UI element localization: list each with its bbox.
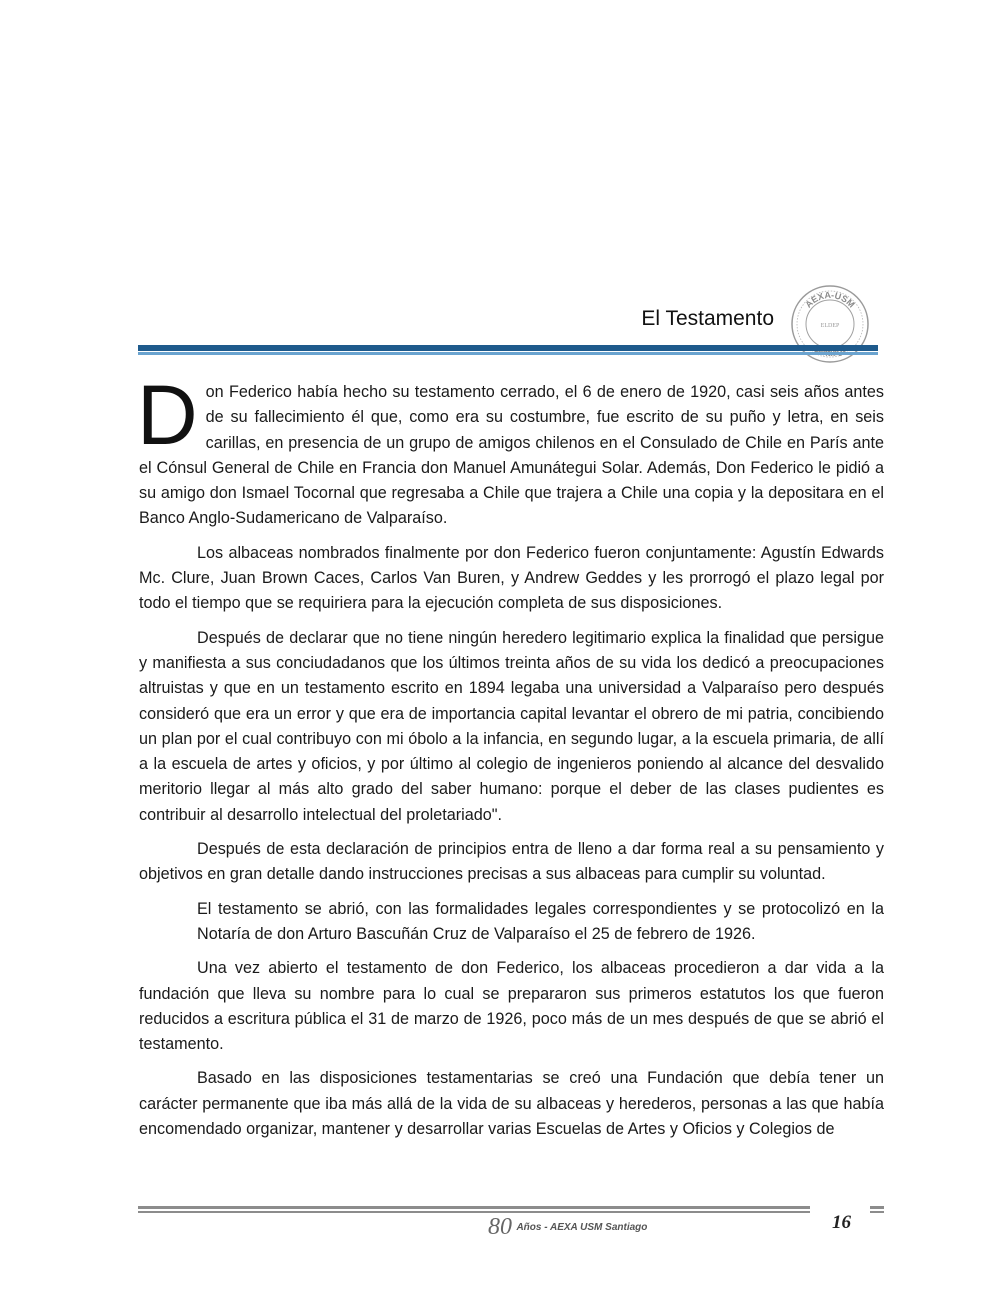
paragraph-7: Basado en las disposiciones testamentarias se creó una Fundación que debía tener un carácter permanente que iba más allá de la vida de su albaceas y herederos, personas a las que había encomendado organizar, mantener y desarrollar varias Escuelas de Artes y Oficios y Colegios de [139,1069,884,1139]
article-body [137,368,884,1151]
footer-brand-number: 80 [488,1214,512,1240]
paragraph-3: Después de declarar que no tiene ningún heredero legitimario explica la finalidad que persigue y manifiesta a sus conciudadanos que los últimos treinta años de su vida los dedicó a preocupaciones altruistas y que en un testamento escrito en 1894 legaba una universidad a Valparaíso pero después consideró que era un error y que era de importancia capital levantar el obrero de mi patria, concibiendo un plan por el cual contribuyo con mi óbolo a la infancia, en segundo lugar, a la escuela primaria, de allí a la escuela de artes y oficios, y por último al colegio de ingenieros poniendo al alcance del desvalido meritorio llegar al más alto grado del saber humano: porque el deber de las clases pudientes es contribuir al desarrollo intelectual del proletariado". [139,628,884,824]
page-title: El Testamento [641,307,774,330]
drop-cap: D [137,368,198,462]
paragraph-5: El testamento se abrió, con las formalidades legales correspondientes y se protocolizó en la Notaría de don Arturo Bascuñán Cruz de Valparaíso el 25 de febrero de 1926. [197,899,884,943]
seal-center-text: ELDEP [820,323,840,329]
paragraph-1-text: on Federico había hecho su testamento cerrado, el 6 de enero de 1920, casi seis años antes de su fallecimiento él que, como era su costumbre, fue escrito de su puño y letra, en seis carillas, en presencia de un grupo de amigos chilenos en el Consulado de Chile en París ante el Cónsul General de Chile en Francia don Manuel Amunátegui Solar. Además, Don Federico le pidió a su amigo don Ismael Tocornal que regresaba a Chile que trajera a Chile una copia y la depositara en el Banco Anglo-Sudamericano de Valparaíso. [139,383,884,528]
footer-brand-text: Años - AEXA USM Santiago [516,1222,648,1233]
paragraph-4: Después de esta declaración de principios entra de lleno a dar forma real a su pensamiento y objetivos en gran detalle dando instrucciones precisas a sus albaceas para cumplir su voluntad. [139,840,884,884]
footer-divider-short [870,1206,884,1213]
paragraph-1 [137,368,884,532]
paragraph-2: Los albaceas nombrados finalmente por don Federico fueron conjuntamente: Agustín Edwards Mc. Clure, Juan Brown Caces, Carlos Van Buren, y Andrew Geddes y les prorrogó el plazo legal por todo el tiempo que se requiriera para la ejecución completa de sus disposiciones. [139,543,884,613]
header-divider [138,345,878,357]
footer-divider [138,1206,810,1213]
seal-top-text: AEXA-USM [803,289,857,310]
page-number: 16 [832,1212,851,1233]
svg-text:AEXA-USM [803,290,856,310]
footer-brand [488,1214,688,1240]
paragraph-6: Una vez abierto el testamento de don Federico, los albaceas procedieron a dar vida a la fundación que lleva su nombre para lo cual se prepararon sus primeros estatutos los que fueron reducidos a escritura pública el 31 de marzo de 1926, poco más de un mes después de que se abrió el testamento. [139,959,884,1054]
